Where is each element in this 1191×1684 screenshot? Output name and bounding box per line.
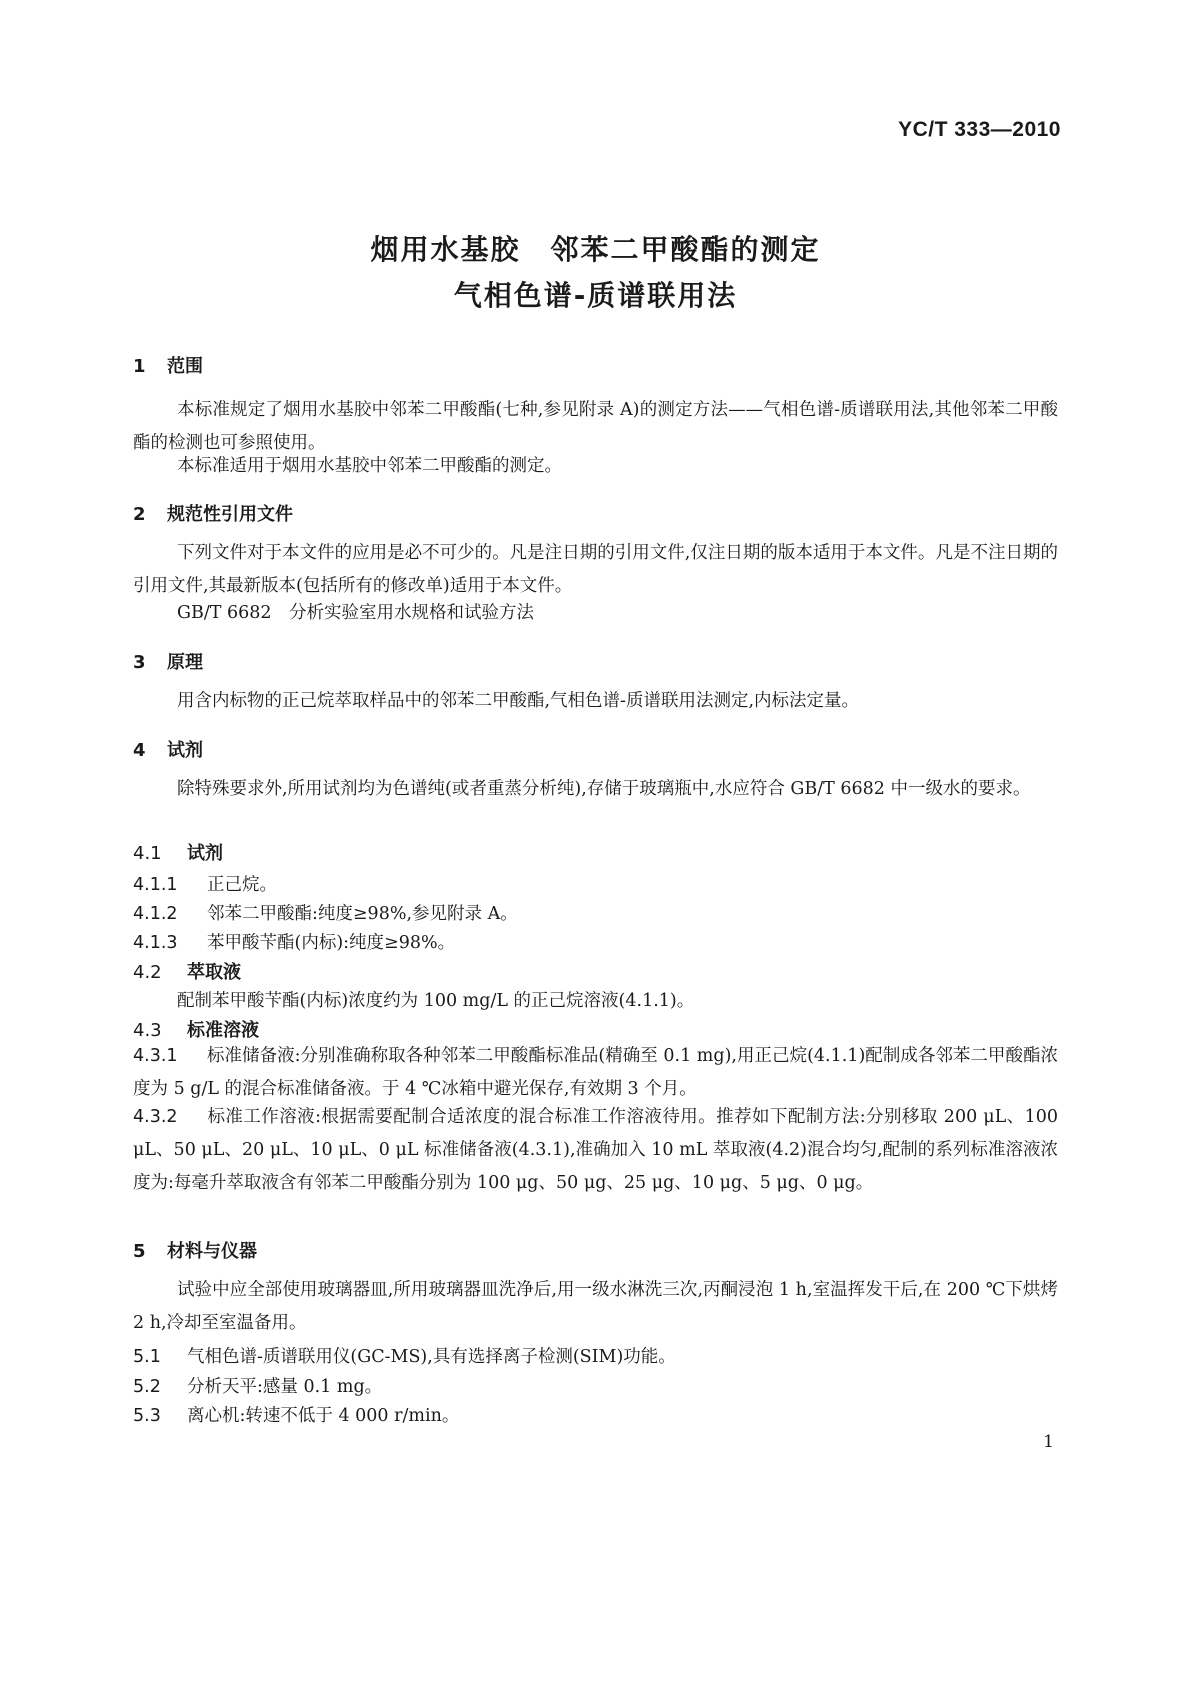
item-text: 标准储备液:分别准确称取各种邻苯二甲酸酯标准品(精确至 0.1 mg),用正己烷(4.1.1)配制成各邻苯二甲酸酯浓度为 5 g/L 的混合标准储备液。于 4 ℃冰箱中避光保存,有效期 3 个月。	[133, 1046, 1058, 1099]
section-title: 原理	[167, 652, 203, 673]
subsection-number: 4.1	[133, 843, 162, 864]
item-4-1-3	[133, 929, 455, 954]
item-text: 正己烷。	[207, 875, 277, 895]
subsection-title: 标准溶液	[187, 1020, 259, 1041]
item-number: 5.3	[133, 1406, 161, 1426]
item-text: 分析天平:感量 0.1 mg。	[187, 1377, 383, 1397]
section-2-paragraph-1: 下列文件对于本文件的应用是必不可少的。凡是注日期的引用文件,仅注日期的版本适用于本文件。凡是不注日期的引用文件,其最新版本(包括所有的修改单)适用于本文件。	[133, 543, 1058, 596]
subsection-title: 试剂	[187, 843, 223, 864]
item-number: 4.3.2	[133, 1107, 178, 1127]
item-4-1-1	[133, 871, 277, 896]
subsection-number: 4.2	[133, 962, 162, 983]
item-5-2	[133, 1373, 382, 1398]
section-4-paragraph-1: 除特殊要求外,所用试剂均为色谱纯(或者重蒸分析纯),存储于玻璃瓶中,水应符合 GB/T 6682 中一级水的要求。	[177, 779, 1031, 799]
subsection-4-2-text: 配制苯甲酸苄酯(内标)浓度约为 100 mg/L 的正己烷溶液(4.1.1)。	[177, 991, 695, 1011]
subsection-4-2-heading	[133, 958, 241, 984]
section-number: 5	[133, 1241, 146, 1262]
section-number: 4	[133, 740, 146, 761]
section-1-heading	[133, 352, 203, 378]
title-line-1	[0, 228, 1191, 268]
section-title: 试剂	[167, 740, 203, 761]
item-text: 气相色谱-质谱联用仪(GC-MS),具有选择离子检测(SIM)功能。	[187, 1347, 676, 1367]
item-5-1	[133, 1343, 676, 1368]
section-1-paragraph-2: 本标准适用于烟用水基胶中邻苯二甲酸酯的测定。	[177, 456, 562, 476]
item-5-3	[133, 1402, 459, 1427]
section-1-paragraph-1: 本标准规定了烟用水基胶中邻苯二甲酸酯(七种,参见附录 A)的测定方法——气相色谱-质谱联用法,其他邻苯二甲酸酯的检测也可参照使用。	[133, 400, 1058, 453]
page-number: 1	[1043, 1432, 1054, 1452]
section-3-heading	[133, 648, 203, 674]
section-title: 规范性引用文件	[167, 504, 293, 525]
section-4-heading	[133, 736, 203, 762]
title-part-a: 烟用水基胶	[370, 233, 521, 266]
item-number: 5.2	[133, 1377, 161, 1397]
item-number: 4.3.1	[133, 1046, 178, 1066]
item-4-3-2	[133, 1101, 1058, 1200]
item-4-3-1	[133, 1040, 1058, 1106]
item-4-1-2	[133, 900, 518, 925]
item-number: 4.1.1	[133, 875, 178, 895]
item-text: 标准工作溶液:根据需要配制合适浓度的混合标准工作溶液待用。推荐如下配制方法:分别移取 200 μL、100 μL、50 μL、20 μL、10 μL、0 μL 标准储备液(4.3.1),准确加入 10 mL 萃取液(4.2)混合均匀,配制的系列标准溶液浓度为:每毫升萃取液含有邻苯二甲酸酯分别为 100 μg、50 μg、25 μg、10 μg、5 μg、0 μg。	[133, 1107, 1058, 1193]
subsection-title: 萃取液	[187, 962, 241, 983]
subsection-4-1-heading	[133, 839, 223, 865]
normative-reference: GB/T 6682 分析实验室用水规格和试验方法	[177, 603, 535, 623]
section-5-paragraph-1: 试验中应全部使用玻璃器皿,所用玻璃器皿洗净后,用一级水淋洗三次,丙酮浸泡 1 h,室温挥发干后,在 200 ℃下烘烤 2 h,冷却至室温备用。	[133, 1280, 1058, 1333]
title-line-2: 气相色谱-质谱联用法	[453, 279, 738, 312]
section-2-heading	[133, 500, 293, 526]
subsection-number: 4.3	[133, 1020, 162, 1041]
standard-code: YC/T 333—2010	[898, 118, 1061, 141]
item-number: 5.1	[133, 1347, 161, 1367]
section-title: 材料与仪器	[167, 1241, 257, 1262]
item-number: 4.1.3	[133, 933, 178, 953]
section-5-heading	[133, 1237, 257, 1263]
section-number: 3	[133, 652, 146, 673]
item-text: 离心机:转速不低于 4 000 r/min。	[187, 1406, 460, 1426]
title-part-b: 邻苯二甲酸酯的测定	[550, 233, 821, 266]
item-text: 邻苯二甲酸酯:纯度≥98%,参见附录 A。	[207, 904, 518, 924]
item-number: 4.1.2	[133, 904, 178, 924]
section-3-paragraph-1: 用含内标物的正己烷萃取样品中的邻苯二甲酸酯,气相色谱-质谱联用法测定,内标法定量。	[177, 691, 860, 711]
item-text: 苯甲酸苄酯(内标):纯度≥98%。	[207, 933, 456, 953]
subsection-4-3-heading	[133, 1016, 259, 1042]
section-number: 2	[133, 504, 146, 525]
section-title: 范围	[167, 356, 203, 377]
section-number: 1	[133, 356, 146, 377]
